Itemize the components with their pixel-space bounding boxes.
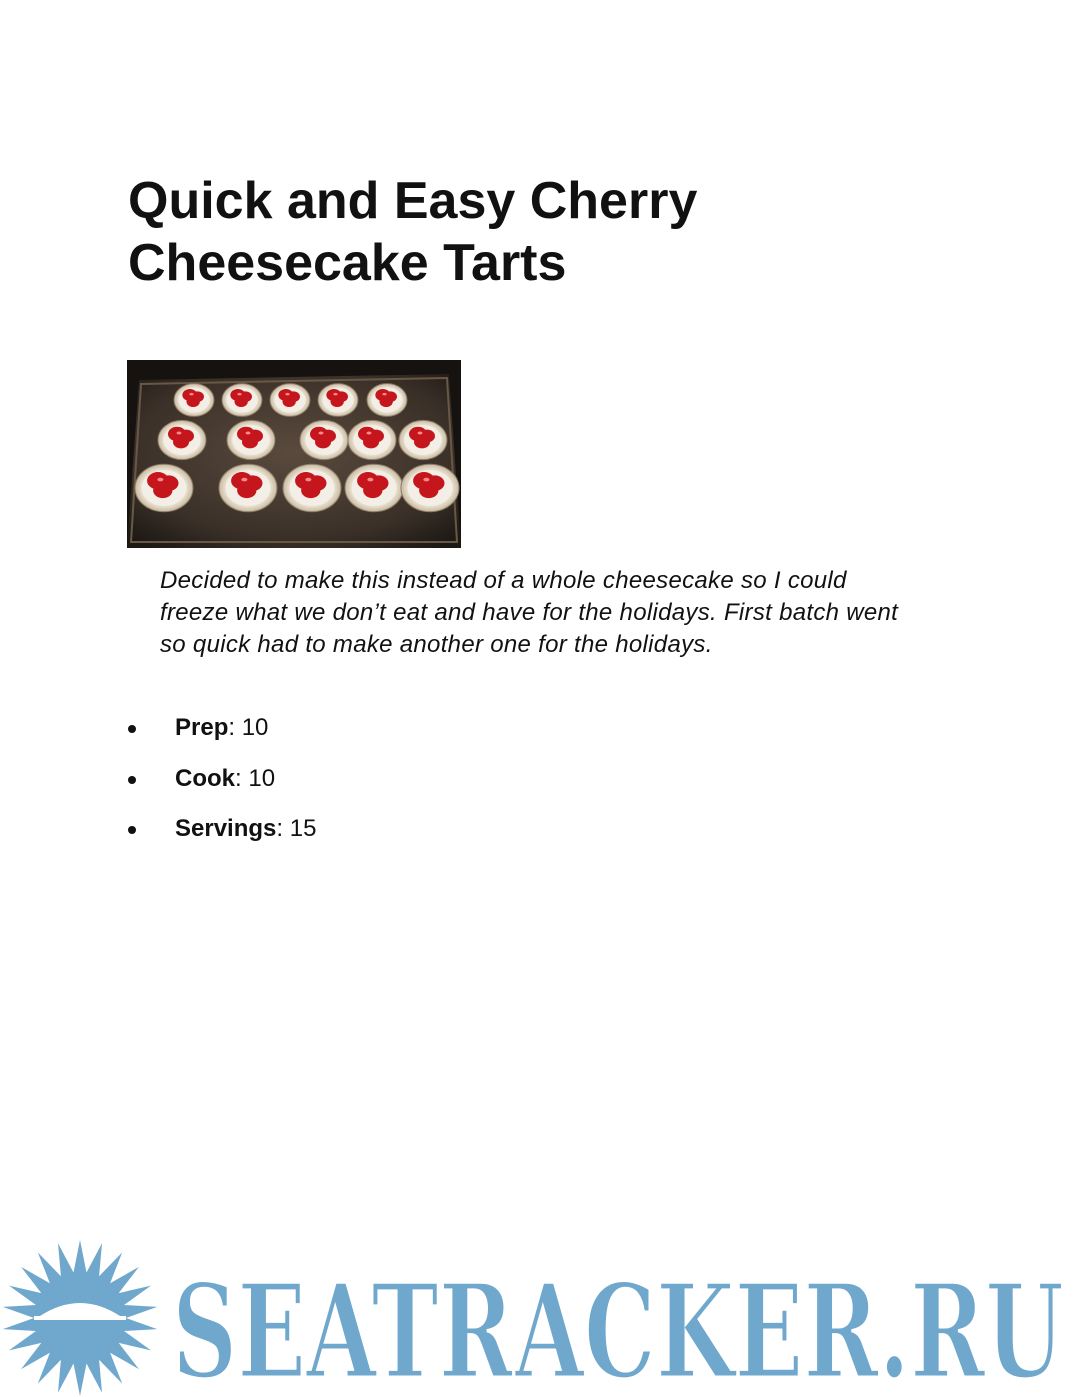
- recipe-description: Decided to make this instead of a whole cheesecake so I could freeze what we don’t eat and have for the holidays. First batch went so quick had to make another one for the holidays.: [160, 567, 899, 658]
- recipe-title-line-2: Cheesecake Tarts: [128, 234, 567, 292]
- recipe-stats: [128, 710, 316, 862]
- stat-value: 15: [289, 815, 317, 842]
- stat-label: Prep: [175, 714, 229, 741]
- stat-servings: Servings: 15: [128, 811, 316, 862]
- stat-label: Cook: [175, 764, 235, 792]
- stat-value: 10: [248, 764, 276, 792]
- stat-cook: Cook: 10: [128, 761, 316, 812]
- stat-value: 10: [241, 714, 269, 741]
- bullet-icon: [128, 826, 136, 834]
- bullet-icon: [128, 725, 136, 733]
- stat-prep: Prep: 10: [128, 710, 316, 761]
- watermark-text: SEATRACKER.RU: [172, 1255, 1064, 1397]
- recipe-photo: [127, 360, 461, 548]
- recipe-title: [128, 170, 908, 294]
- stat-label: Servings: [175, 815, 277, 842]
- recipe-title-line-1: Quick and Easy Cherry: [128, 172, 698, 230]
- watermark-logo: [0, 1240, 1080, 1397]
- sun-icon: [3, 1240, 157, 1396]
- bullet-icon: [128, 776, 136, 784]
